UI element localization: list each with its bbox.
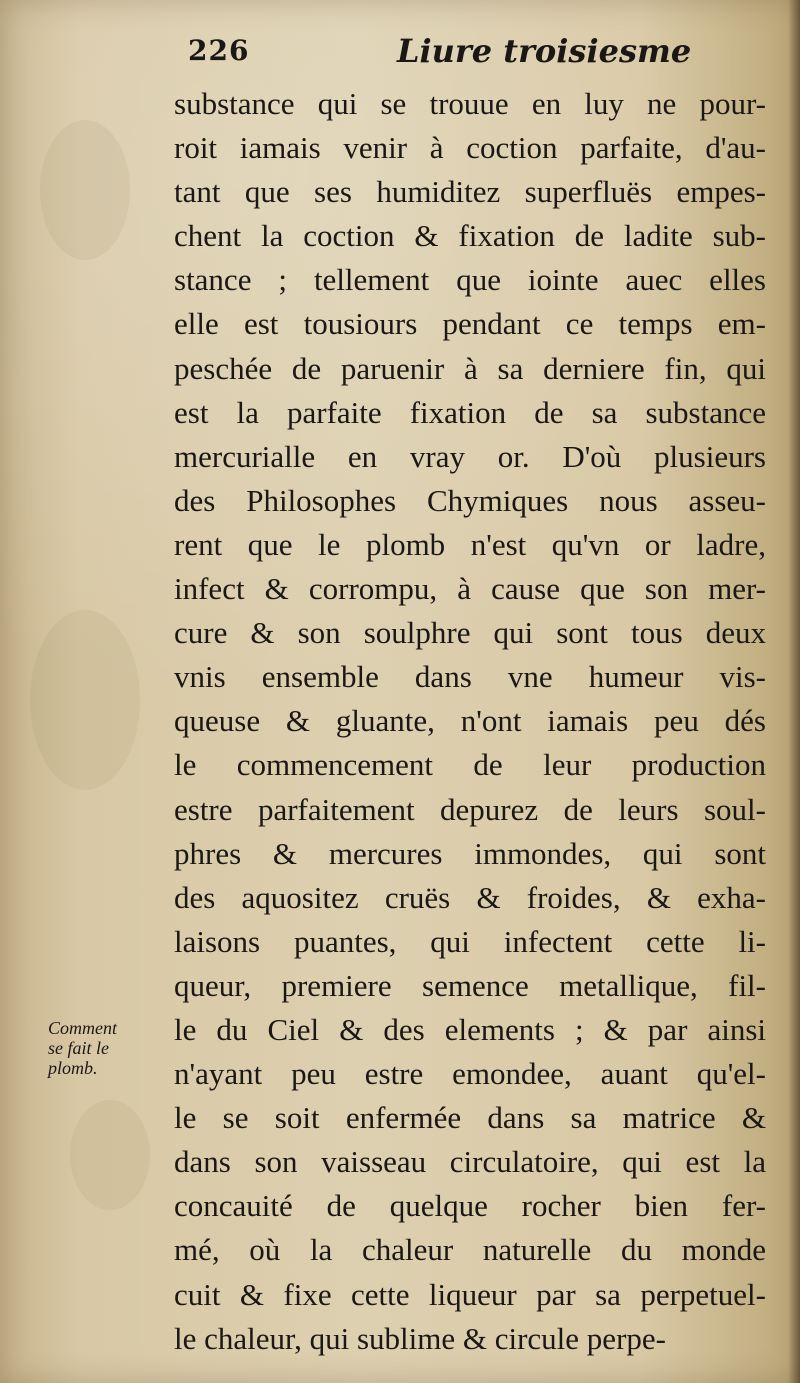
text-line: peschée de paruenir à sa derniere fin, qui (174, 350, 766, 386)
text-line: le se soit enfermée dans sa matrice & (174, 1100, 766, 1136)
margin-note-line: Comment (48, 1018, 117, 1038)
text-line: mé, où la chaleur naturelle du monde (174, 1232, 766, 1268)
text-line: elle est tousiours pendant ce temps em- (174, 306, 766, 342)
text-line: cure & son soulphre qui sont tous deux (174, 615, 766, 651)
margin-note-line: se fait le (48, 1038, 109, 1058)
text-line: le chaleur, qui sublime & circule perpe- (174, 1320, 666, 1356)
text-line: rent que le plomb n'est qu'vn or ladre, (174, 526, 766, 562)
paper-stain (30, 610, 140, 790)
margin-note-line: plomb. (48, 1058, 98, 1078)
text-line: stance ; tellement que iointe auec elles (174, 262, 766, 298)
text-line: des aquositez cruës & froides, & exha- (174, 879, 766, 915)
margin-note (48, 1018, 168, 1078)
text-line: chent la coction & fixation de ladite sub- (174, 218, 766, 254)
text-line: estre parfaitement depurez de leurs soul- (174, 791, 766, 827)
text-line: phres & mercures immondes, qui sont (174, 835, 766, 871)
text-line: dans son vaisseau circulatoire, qui est la (174, 1144, 766, 1180)
text-line: concauité de quelque rocher bien fer- (174, 1188, 766, 1224)
page-edge-shadow (788, 0, 800, 1383)
text-line: roit iamais venir à coction parfaite, d'au- (174, 130, 766, 166)
text-line: n'ayant peu estre emondee, auant qu'el- (174, 1056, 766, 1092)
text-line: vnis ensemble dans vne humeur vis- (174, 659, 766, 695)
running-head: Liure troisiesme (397, 32, 692, 70)
paper-stain (40, 120, 130, 260)
text-line: est la parfaite fixation de sa substance (174, 394, 766, 430)
paper-stain (70, 1100, 150, 1210)
text-line: queuse & gluante, n'ont iamais peu dés (174, 703, 766, 739)
text-line: laisons puantes, qui infectent cette li- (174, 923, 766, 959)
text-line: cuit & fixe cette liqueur par sa perpetuel- (174, 1276, 766, 1312)
page-number: 226 (188, 34, 250, 67)
text-line: tant que ses humiditez superfluës empes- (174, 174, 766, 210)
text-line: queur, premiere semence metallique, fil- (174, 967, 766, 1003)
text-line: des Philosophes Chymiques nous asseu- (174, 482, 766, 518)
text-line: mercurialle en vray or. D'où plusieurs (174, 438, 766, 474)
text-line: le commencement de leur production (174, 747, 766, 783)
text-line: le du Ciel & des elements ; & par ainsi (174, 1011, 766, 1047)
main-text-block (174, 82, 766, 1361)
text-line: substance qui se trouue en luy ne pour- (174, 86, 766, 121)
text-line: infect & corrompu, à cause que son mer- (174, 571, 766, 607)
